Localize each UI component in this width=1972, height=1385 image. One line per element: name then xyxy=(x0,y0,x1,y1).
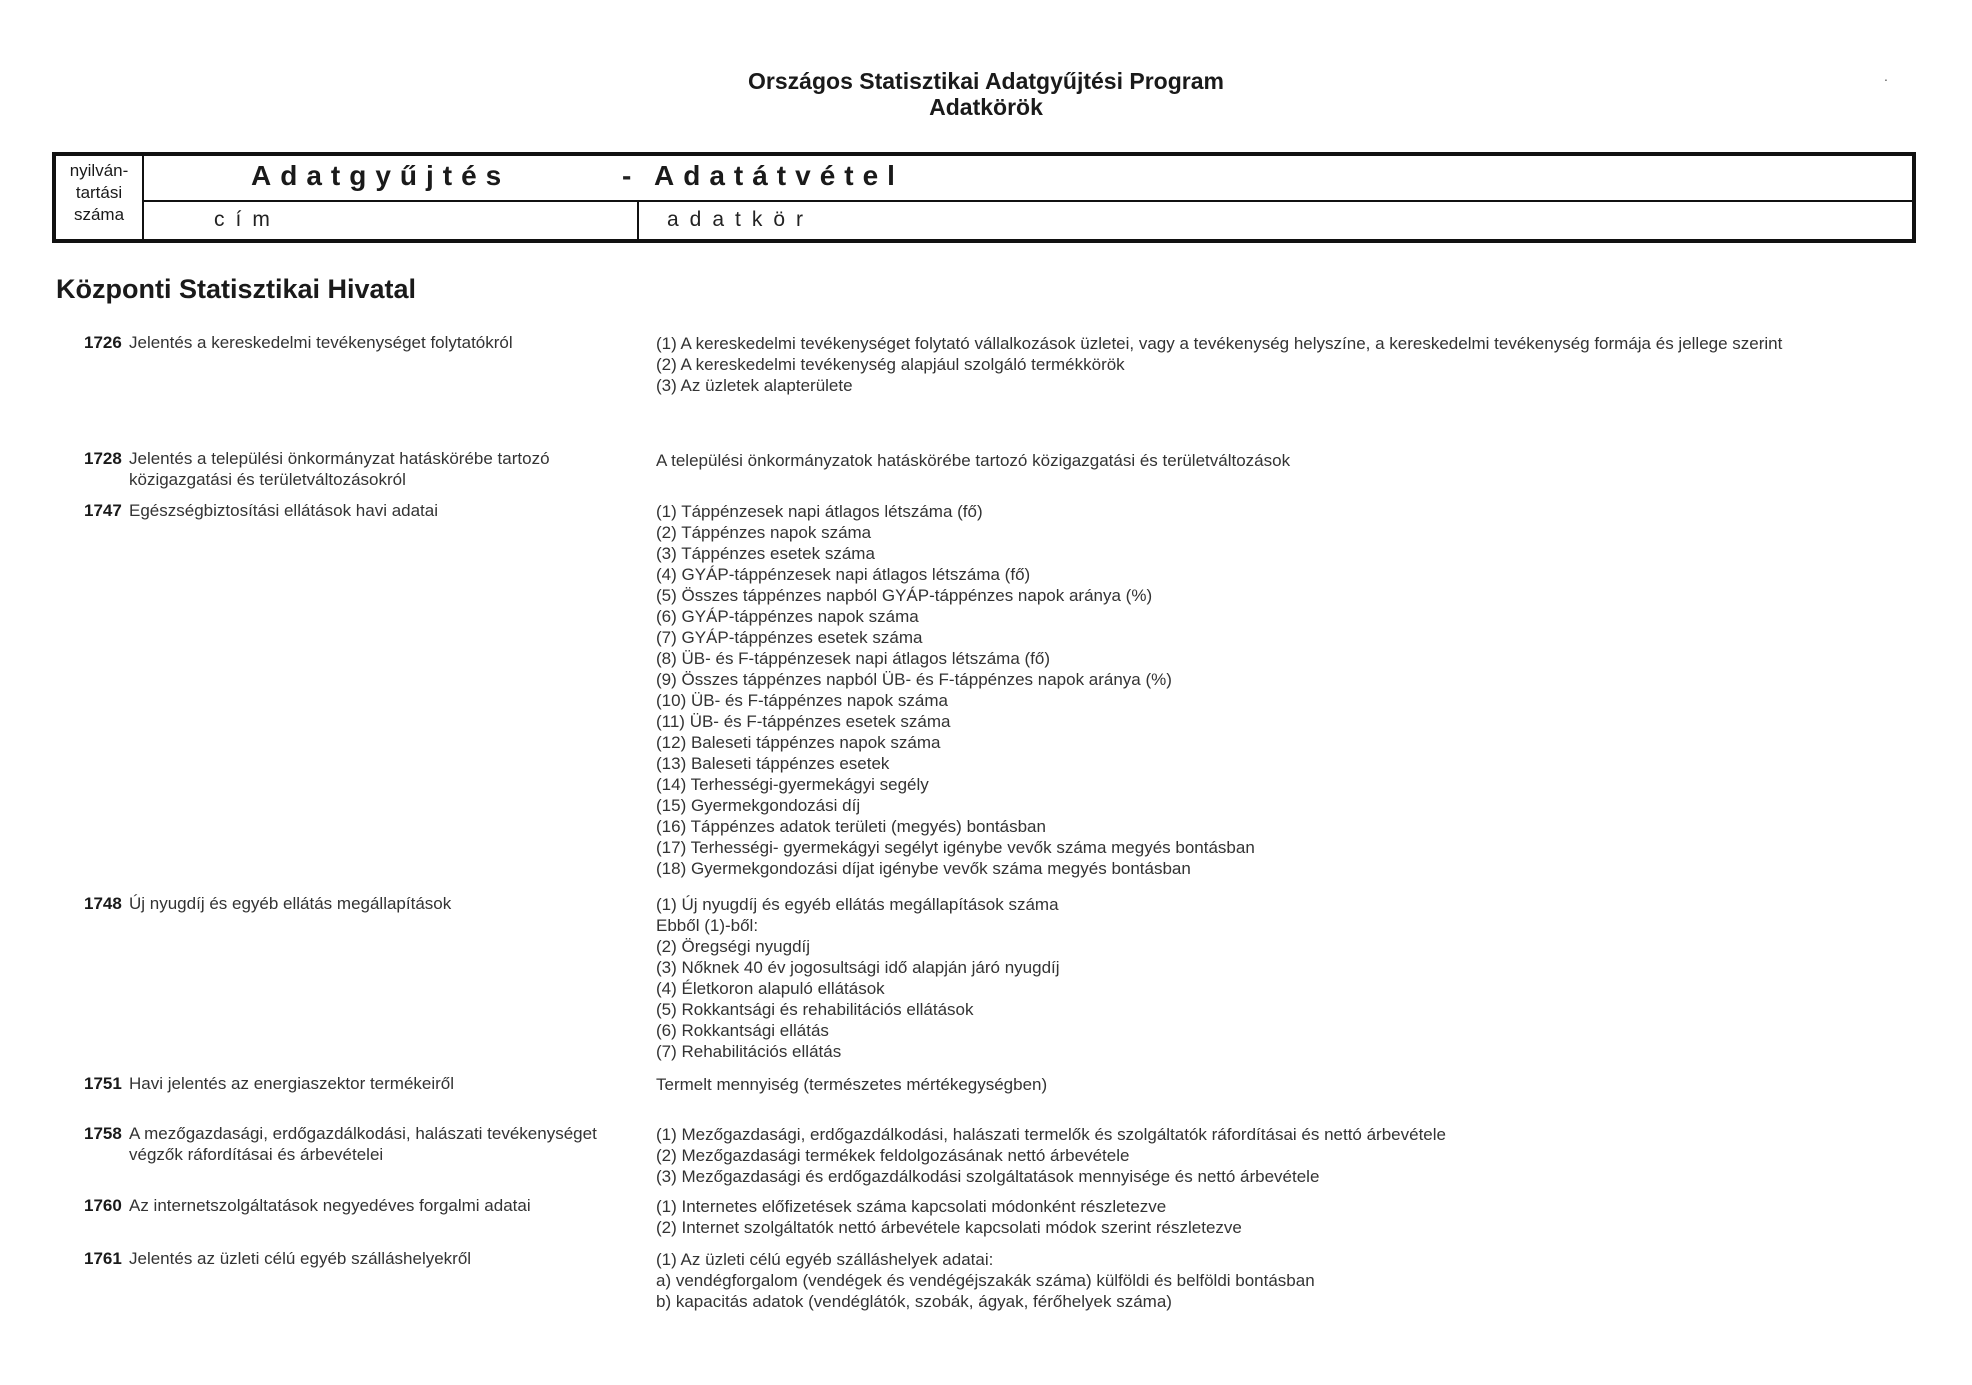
entry-data-item: (13) Baleseti táppénzes esetek xyxy=(656,754,890,773)
entry-id: 1760 xyxy=(84,1196,122,1215)
entry-data-item: (8) ÜB- és F-táppénzesek napi átlagos létszáma (fő) xyxy=(656,649,1051,668)
entry-data-item: (1) Táppénzesek napi átlagos létszáma (fő) xyxy=(656,502,983,521)
entry-data-items xyxy=(656,1074,1836,1095)
entry-id: 1726 xyxy=(84,333,122,352)
entry-data-item: (2) Internet szolgáltatók nettó árbevétele kapcsolati módok szerint részletezve xyxy=(656,1218,1242,1237)
entry-data-item: (1) A kereskedelmi tevékenységet folytató vállalkozások üzletei, vagy a tevékenység helyszíne, a kereskedelmi tevékenység formája és jellege szerint xyxy=(656,334,1783,353)
entry-data-item: (5) Összes táppénzes napból GYÁP-táppénzes napok aránya (%) xyxy=(656,586,1153,605)
entry-id: 1747 xyxy=(84,501,122,520)
entry-data-item: (17) Terhességi- gyermekágyi segélyt igénybe vevők száma megyés bontásban xyxy=(656,838,1255,857)
entry-data-item: (3) Nőknek 40 év jogosultsági idő alapján járó nyugdíj xyxy=(656,958,1060,977)
registry-number-header xyxy=(56,156,144,239)
entry-data-items xyxy=(656,501,1836,879)
entry-data-item: (4) GYÁP-táppénzesek napi átlagos létszáma (fő) xyxy=(656,565,1031,584)
registry-header-line: nyilván- xyxy=(69,161,129,180)
entry-data-items xyxy=(656,1196,1836,1238)
entry-data-item: (2) Táppénzes napok száma xyxy=(656,523,872,542)
entry-data-item: (2) Mezőgazdasági termékek feldolgozásának nettó árbevétele xyxy=(656,1146,1130,1165)
entry-data-item: Termelt mennyiség (természetes mértékegységben) xyxy=(656,1075,1048,1094)
entry-title: Új nyugdíj és egyéb ellátás megállapítások xyxy=(129,894,452,913)
entry-data-item: A települési önkormányzatok hatáskörébe tartozó közigazgatási és területváltozások xyxy=(656,451,1291,470)
entry-id: 1758 xyxy=(84,1124,122,1143)
entry-data-item: Ebből (1)-ből: xyxy=(656,916,759,935)
data-collection-heading: Adatgyűjtés xyxy=(251,160,511,191)
document-title: Országos Statisztikai Adatgyűjtési Program xyxy=(748,68,1224,94)
entry-data-item: (1) Internetes előfizetések száma kapcsolati módonként részletezve xyxy=(656,1197,1167,1216)
entry-data-item: (5) Rokkantsági és rehabilitációs ellátások xyxy=(656,1000,974,1019)
entry-id: 1748 xyxy=(84,894,122,913)
entry-data-item: (10) ÜB- és F-táppénzes napok száma xyxy=(656,691,948,710)
entry-title: Jelentés az üzleti célú egyéb szálláshelyekről xyxy=(129,1249,472,1268)
entry-data-item: b) kapacitás adatok (vendéglátók, szobák, ágyak, férőhelyek száma) xyxy=(656,1292,1172,1311)
entry-data-item: (2) A kereskedelmi tevékenység alapjául szolgáló termékkörök xyxy=(656,355,1125,374)
entry-data-items xyxy=(656,450,1836,471)
header-separator: - xyxy=(622,160,632,191)
entry-data-item: (3) Mezőgazdasági és erdőgazdálkodási szolgáltatások mennyisége és nettó árbevétele xyxy=(656,1167,1320,1186)
document-subtitle: Adatkörök xyxy=(929,94,1043,120)
entry-data-items xyxy=(656,333,1836,396)
entry-title: Egészségbiztosítási ellátások havi adatai xyxy=(129,501,439,520)
header-table xyxy=(52,152,1916,243)
data-scope-column-label: adatkör xyxy=(667,208,815,231)
entry-data-item: (14) Terhességi-gyermekágyi segély xyxy=(656,775,929,794)
title-column-label: cím xyxy=(214,208,281,231)
entry-id: 1761 xyxy=(84,1249,122,1268)
entry-data-item: (18) Gyermekgondozási díjat igénybe vevők száma megyés bontásban xyxy=(656,859,1191,878)
entry-data-items xyxy=(656,894,1836,1062)
registry-header-line: száma xyxy=(73,205,125,224)
entry-id: 1751 xyxy=(84,1074,122,1093)
entry-data-item: (1) Az üzleti célú egyéb szálláshelyek adatai: xyxy=(656,1250,994,1269)
section-title: Központi Statisztikai Hivatal xyxy=(56,274,417,304)
entry-data-item: (2) Öregségi nyugdíj xyxy=(656,937,811,956)
entry-data-items xyxy=(656,1124,1836,1187)
entry-data-item: (7) Rehabilitációs ellátás xyxy=(656,1042,842,1061)
entry-data-item: (11) ÜB- és F-táppénzes esetek száma xyxy=(656,712,951,731)
entry-data-item: (9) Összes táppénzes napból ÜB- és F-táppénzes napok aránya (%) xyxy=(656,670,1172,689)
entry-title: Jelentés a kereskedelmi tevékenységet folytatókról xyxy=(129,333,513,352)
entry-data-item: (16) Táppénzes adatok területi (megyés) bontásban xyxy=(656,817,1046,836)
corner-mark: . xyxy=(1884,68,1888,84)
entry-id: 1728 xyxy=(84,449,122,468)
entry-title: Havi jelentés az energiaszektor termékeiről xyxy=(129,1074,455,1093)
entry-data-item: (6) GYÁP-táppénzes napok száma xyxy=(656,607,919,626)
entry-data-item: (1) Új nyugdíj és egyéb ellátás megállapítások száma xyxy=(656,895,1059,914)
entry-data-item: (4) Életkoron alapuló ellátások xyxy=(656,979,885,998)
entry-title: A mezőgazdasági, erdőgazdálkodási, halászati tevékenységet végzők ráfordításai és árbevételei xyxy=(129,1124,597,1164)
entry-data-item: (3) Táppénzes esetek száma xyxy=(656,544,875,563)
entry-data-item: (12) Baleseti táppénzes napok száma xyxy=(656,733,941,752)
entry-data-item: (15) Gyermekgondozási díj xyxy=(656,796,861,815)
entry-title: Jelentés a települési önkormányzat hatáskörébe tartozó közigazgatási és területváltozásokról xyxy=(129,449,550,489)
entry-data-item: (3) Az üzletek alapterülete xyxy=(656,376,853,395)
entry-data-items xyxy=(656,1249,1836,1312)
data-transfer-heading: Adatátvétel xyxy=(654,160,904,191)
entry-data-item: a) vendégforgalom (vendégek és vendégéjszakák száma) külföldi és belföldi bontásban xyxy=(656,1271,1315,1290)
registry-header-line: tartási xyxy=(75,183,123,202)
entry-data-item: (6) Rokkantsági ellátás xyxy=(656,1021,829,1040)
entry-title: Az internetszolgáltatások negyedéves forgalmi adatai xyxy=(129,1196,531,1215)
header-divider xyxy=(144,200,1912,202)
entry-data-item: (7) GYÁP-táppénzes esetek száma xyxy=(656,628,923,647)
header-column-divider xyxy=(637,200,639,239)
entry-data-item: (1) Mezőgazdasági, erdőgazdálkodási, halászati termelők és szolgáltatók ráfordításai és nettó árbevétele xyxy=(656,1125,1446,1144)
